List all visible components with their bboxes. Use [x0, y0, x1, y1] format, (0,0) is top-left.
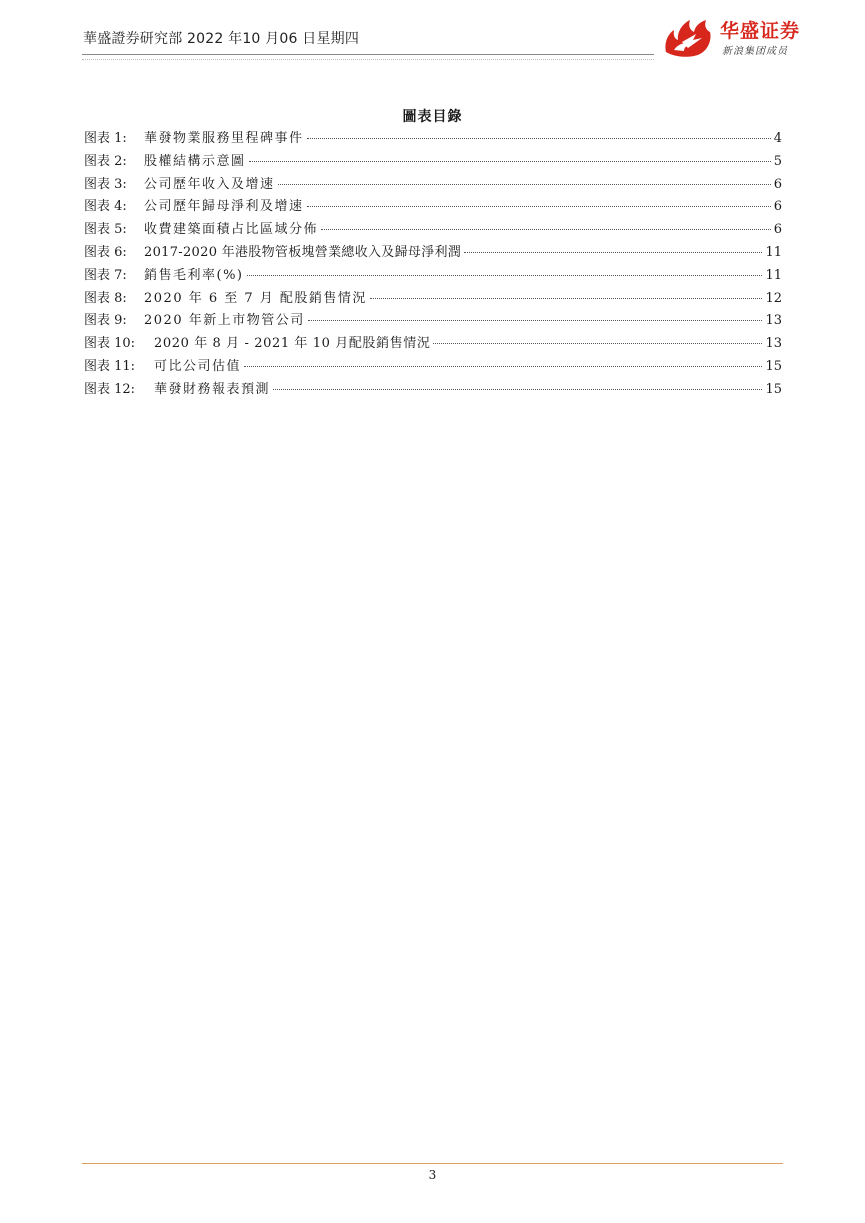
toc-item[interactable]	[84, 151, 782, 174]
toc-item-label: 图表 11:	[84, 358, 136, 374]
toc-leader	[433, 343, 762, 344]
toc-item-text: 華發物業服務里程碑事件	[144, 131, 304, 146]
toc-item-page: 5	[773, 153, 782, 169]
toc-item[interactable]	[84, 265, 782, 288]
toc-leader	[308, 320, 763, 321]
flame-logo-icon	[662, 14, 714, 58]
toc-item-label: 图表 3:	[84, 176, 127, 192]
toc-item-label: 图表 10:	[84, 336, 136, 352]
toc-item-text: 股權結構示意圖	[144, 153, 246, 169]
toc-leader	[247, 275, 763, 276]
toc-item-page: 6	[773, 222, 782, 238]
header-text: 華盛證券研究部 2022 年10 月06 日星期四	[83, 31, 360, 47]
toc-item-page: 4	[773, 131, 782, 146]
toc-item[interactable]	[84, 174, 782, 197]
toc-item[interactable]	[84, 310, 782, 333]
toc-item-text: 收費建築面積占比區域分佈	[144, 222, 319, 238]
toc-item-text: 2017-2020 年港股物管板塊營業總收入及歸母淨利潤	[144, 244, 462, 260]
toc-item-text: 2020 年 8 月 - 2021 年 10 月配股銷售情況	[154, 336, 431, 352]
toc-item-label: 图表 9:	[84, 313, 127, 329]
toc-leader	[278, 184, 771, 185]
toc-item-page: 15	[765, 381, 782, 397]
toc-leader	[244, 366, 762, 367]
toc-leader	[249, 161, 771, 162]
toc-item-label: 图表 1:	[84, 131, 127, 146]
toc-item-label: 图表 8:	[84, 290, 127, 306]
toc-item-page: 11	[765, 267, 782, 283]
toc-item[interactable]	[84, 379, 782, 402]
logo-name: 华盛证券	[720, 20, 801, 42]
toc-item[interactable]	[84, 196, 782, 219]
header-rule	[82, 54, 654, 55]
toc-item[interactable]	[84, 288, 782, 311]
toc-item-label: 图表 2:	[84, 153, 127, 169]
toc-item-label: 图表 12:	[84, 381, 136, 397]
toc-leader	[307, 206, 771, 207]
toc-item-text: 華發財務報表預測	[154, 381, 271, 397]
toc-item-page: 13	[765, 336, 782, 352]
toc-item-label: 图表 7:	[84, 267, 127, 283]
toc-item-label: 图表 4:	[84, 199, 127, 215]
toc-item-page: 11	[765, 244, 782, 260]
toc-item-text: 可比公司估值	[154, 358, 242, 374]
toc-item[interactable]	[84, 128, 782, 151]
toc-leader	[307, 138, 771, 139]
toc-item-page: 12	[765, 290, 782, 306]
toc-item-page: 15	[765, 358, 782, 374]
toc-item-label: 图表 6:	[84, 244, 127, 260]
company-logo	[662, 14, 812, 58]
toc-item-text: 銷售毛利率(%)	[144, 267, 244, 283]
toc-item[interactable]	[84, 333, 782, 356]
toc-item[interactable]	[84, 356, 782, 379]
toc-item[interactable]	[84, 219, 782, 242]
toc-item-page: 6	[773, 176, 782, 192]
toc-item-page: 13	[765, 313, 782, 329]
toc-item-text: 公司歷年歸母淨利及增速	[144, 199, 304, 215]
toc-item[interactable]	[84, 242, 782, 265]
header-dotted-rule	[82, 59, 654, 60]
page-number: 3	[428, 1168, 437, 1182]
toc-item-page: 6	[773, 199, 782, 215]
toc-leader	[273, 389, 762, 390]
toc-title: 圖表目錄	[402, 109, 463, 125]
toc-leader	[321, 229, 771, 230]
toc-item-text: 公司歷年收入及增速	[144, 176, 275, 192]
toc-leader	[370, 298, 763, 299]
toc-leader	[464, 252, 762, 253]
logo-subtitle: 新浪集团成员	[722, 46, 788, 57]
toc-item-text: 2020 年新上市物管公司	[144, 313, 305, 329]
toc-item-text: 2020 年 6 至 7 月 配股銷售情況	[144, 290, 367, 306]
toc-item-label: 图表 5:	[84, 222, 127, 238]
table-of-figures	[84, 128, 782, 402]
footer-rule	[82, 1163, 783, 1164]
